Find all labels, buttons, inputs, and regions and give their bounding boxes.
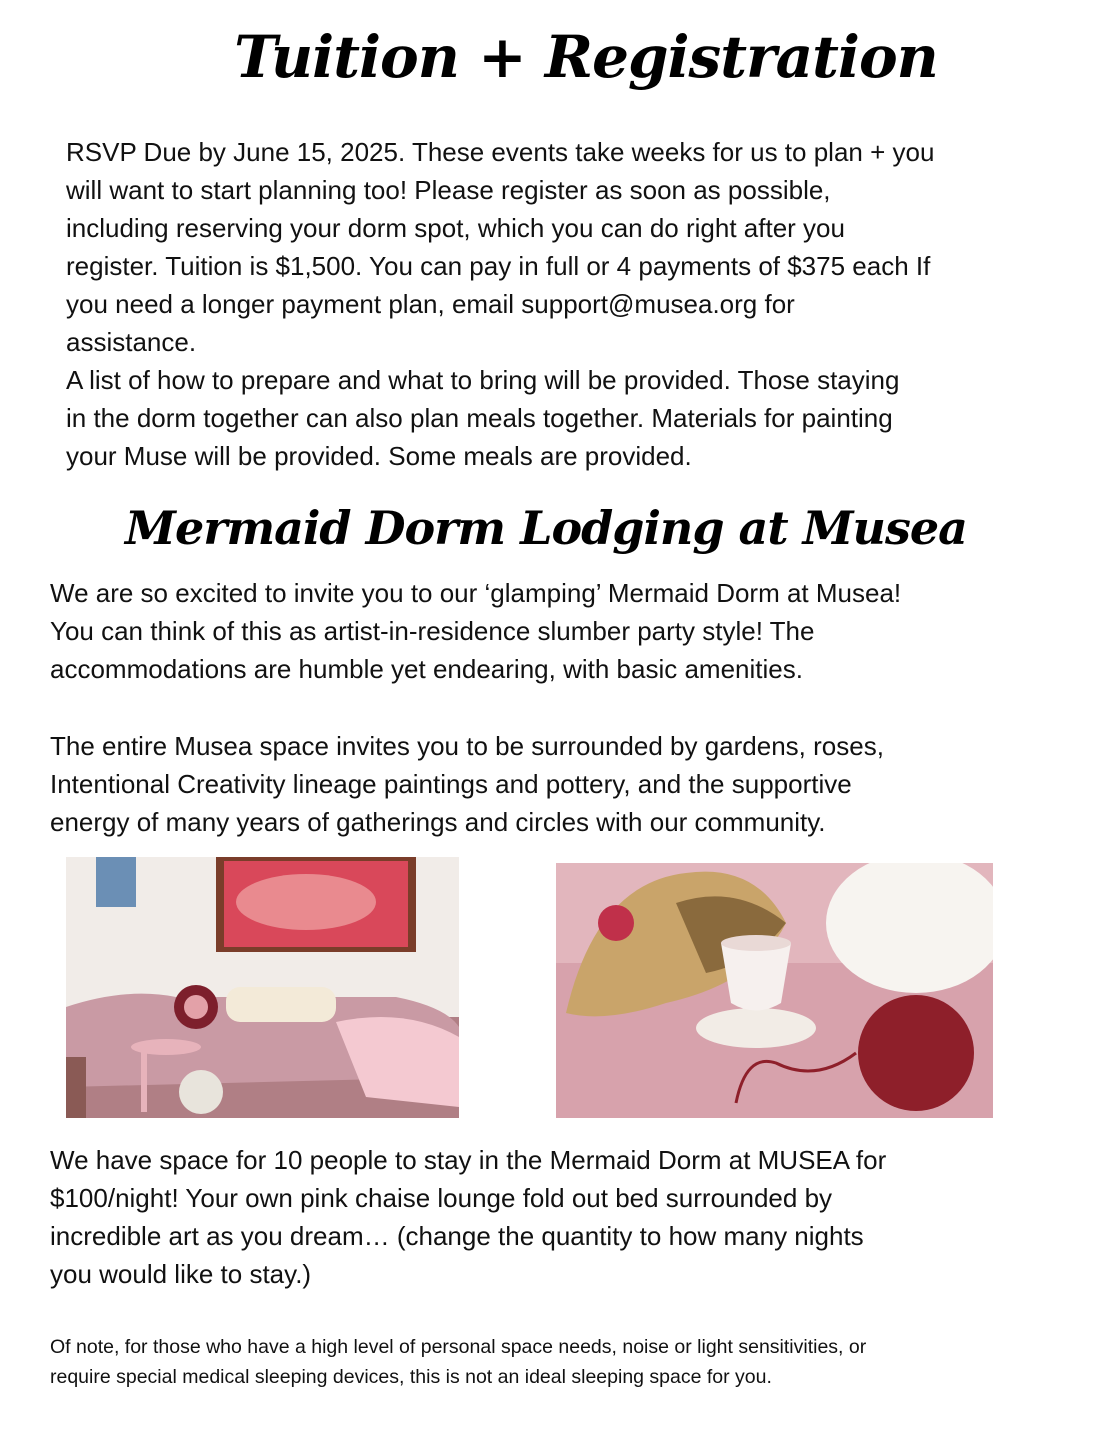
text-line: RSVP Due by June 15, 2025. These events take weeks for us to plan + you (66, 137, 935, 167)
text-line: you need a longer payment plan, email support@musea.org for (66, 289, 795, 319)
text-line: We are so excited to invite you to our ‘glamping’ Mermaid Dorm at Musea! (50, 578, 902, 608)
teacup-hat-yarn-photo (556, 863, 993, 1118)
text-line: you would like to stay.) (50, 1259, 312, 1289)
dorm-chaise-photo (66, 857, 459, 1118)
text-line: including reserving your dorm spot, which you can do right after you (66, 213, 845, 243)
text-line: We have space for 10 people to stay in the Mermaid Dorm at MUSEA for (50, 1145, 887, 1175)
dorm-intro-paragraph (50, 574, 901, 688)
text-line: will want to start planning too! Please register as soon as possible, (66, 175, 831, 205)
text-line: your Muse will be provided. Some meals are provided. (66, 441, 692, 471)
dorm-heading: Mermaid Dorm Lodging at Musea (125, 501, 967, 555)
text-line: require special medical sleeping devices, this is not an ideal sleeping space for you. (50, 1366, 772, 1388)
text-line: A list of how to prepare and what to bring will be provided. Those staying (66, 365, 900, 395)
text-line: Of note, for those who have a high level of personal space needs, noise or light sensitivities, or (50, 1336, 867, 1358)
text-line: accommodations are humble yet endearing, with basic amenities. (50, 654, 803, 684)
text-line: incredible art as you dream… (change the quantity to how many nights (50, 1221, 864, 1251)
text-line: Intentional Creativity lineage paintings and pottery, and the supportive (50, 769, 852, 799)
text-line: $100/night! Your own pink chaise lounge fold out bed surrounded by (50, 1183, 833, 1213)
text-line: You can think of this as artist-in-residence slumber party style! The (50, 616, 815, 646)
space-paragraph (50, 727, 884, 841)
text-line: register. Tuition is $1,500. You can pay in full or 4 payments of $375 each If (66, 251, 931, 281)
text-line: energy of many years of gatherings and circles with our community. (50, 807, 826, 837)
text-line: The entire Musea space invites you to be surrounded by gardens, roses, (50, 731, 884, 761)
text-line: assistance. (66, 327, 197, 357)
note-paragraph (50, 1332, 866, 1392)
text-line: in the dorm together can also plan meals together. Materials for painting (66, 403, 893, 433)
page-title: Tuition + Registration (234, 23, 938, 91)
capacity-paragraph (50, 1141, 886, 1293)
tuition-paragraph (66, 133, 934, 475)
